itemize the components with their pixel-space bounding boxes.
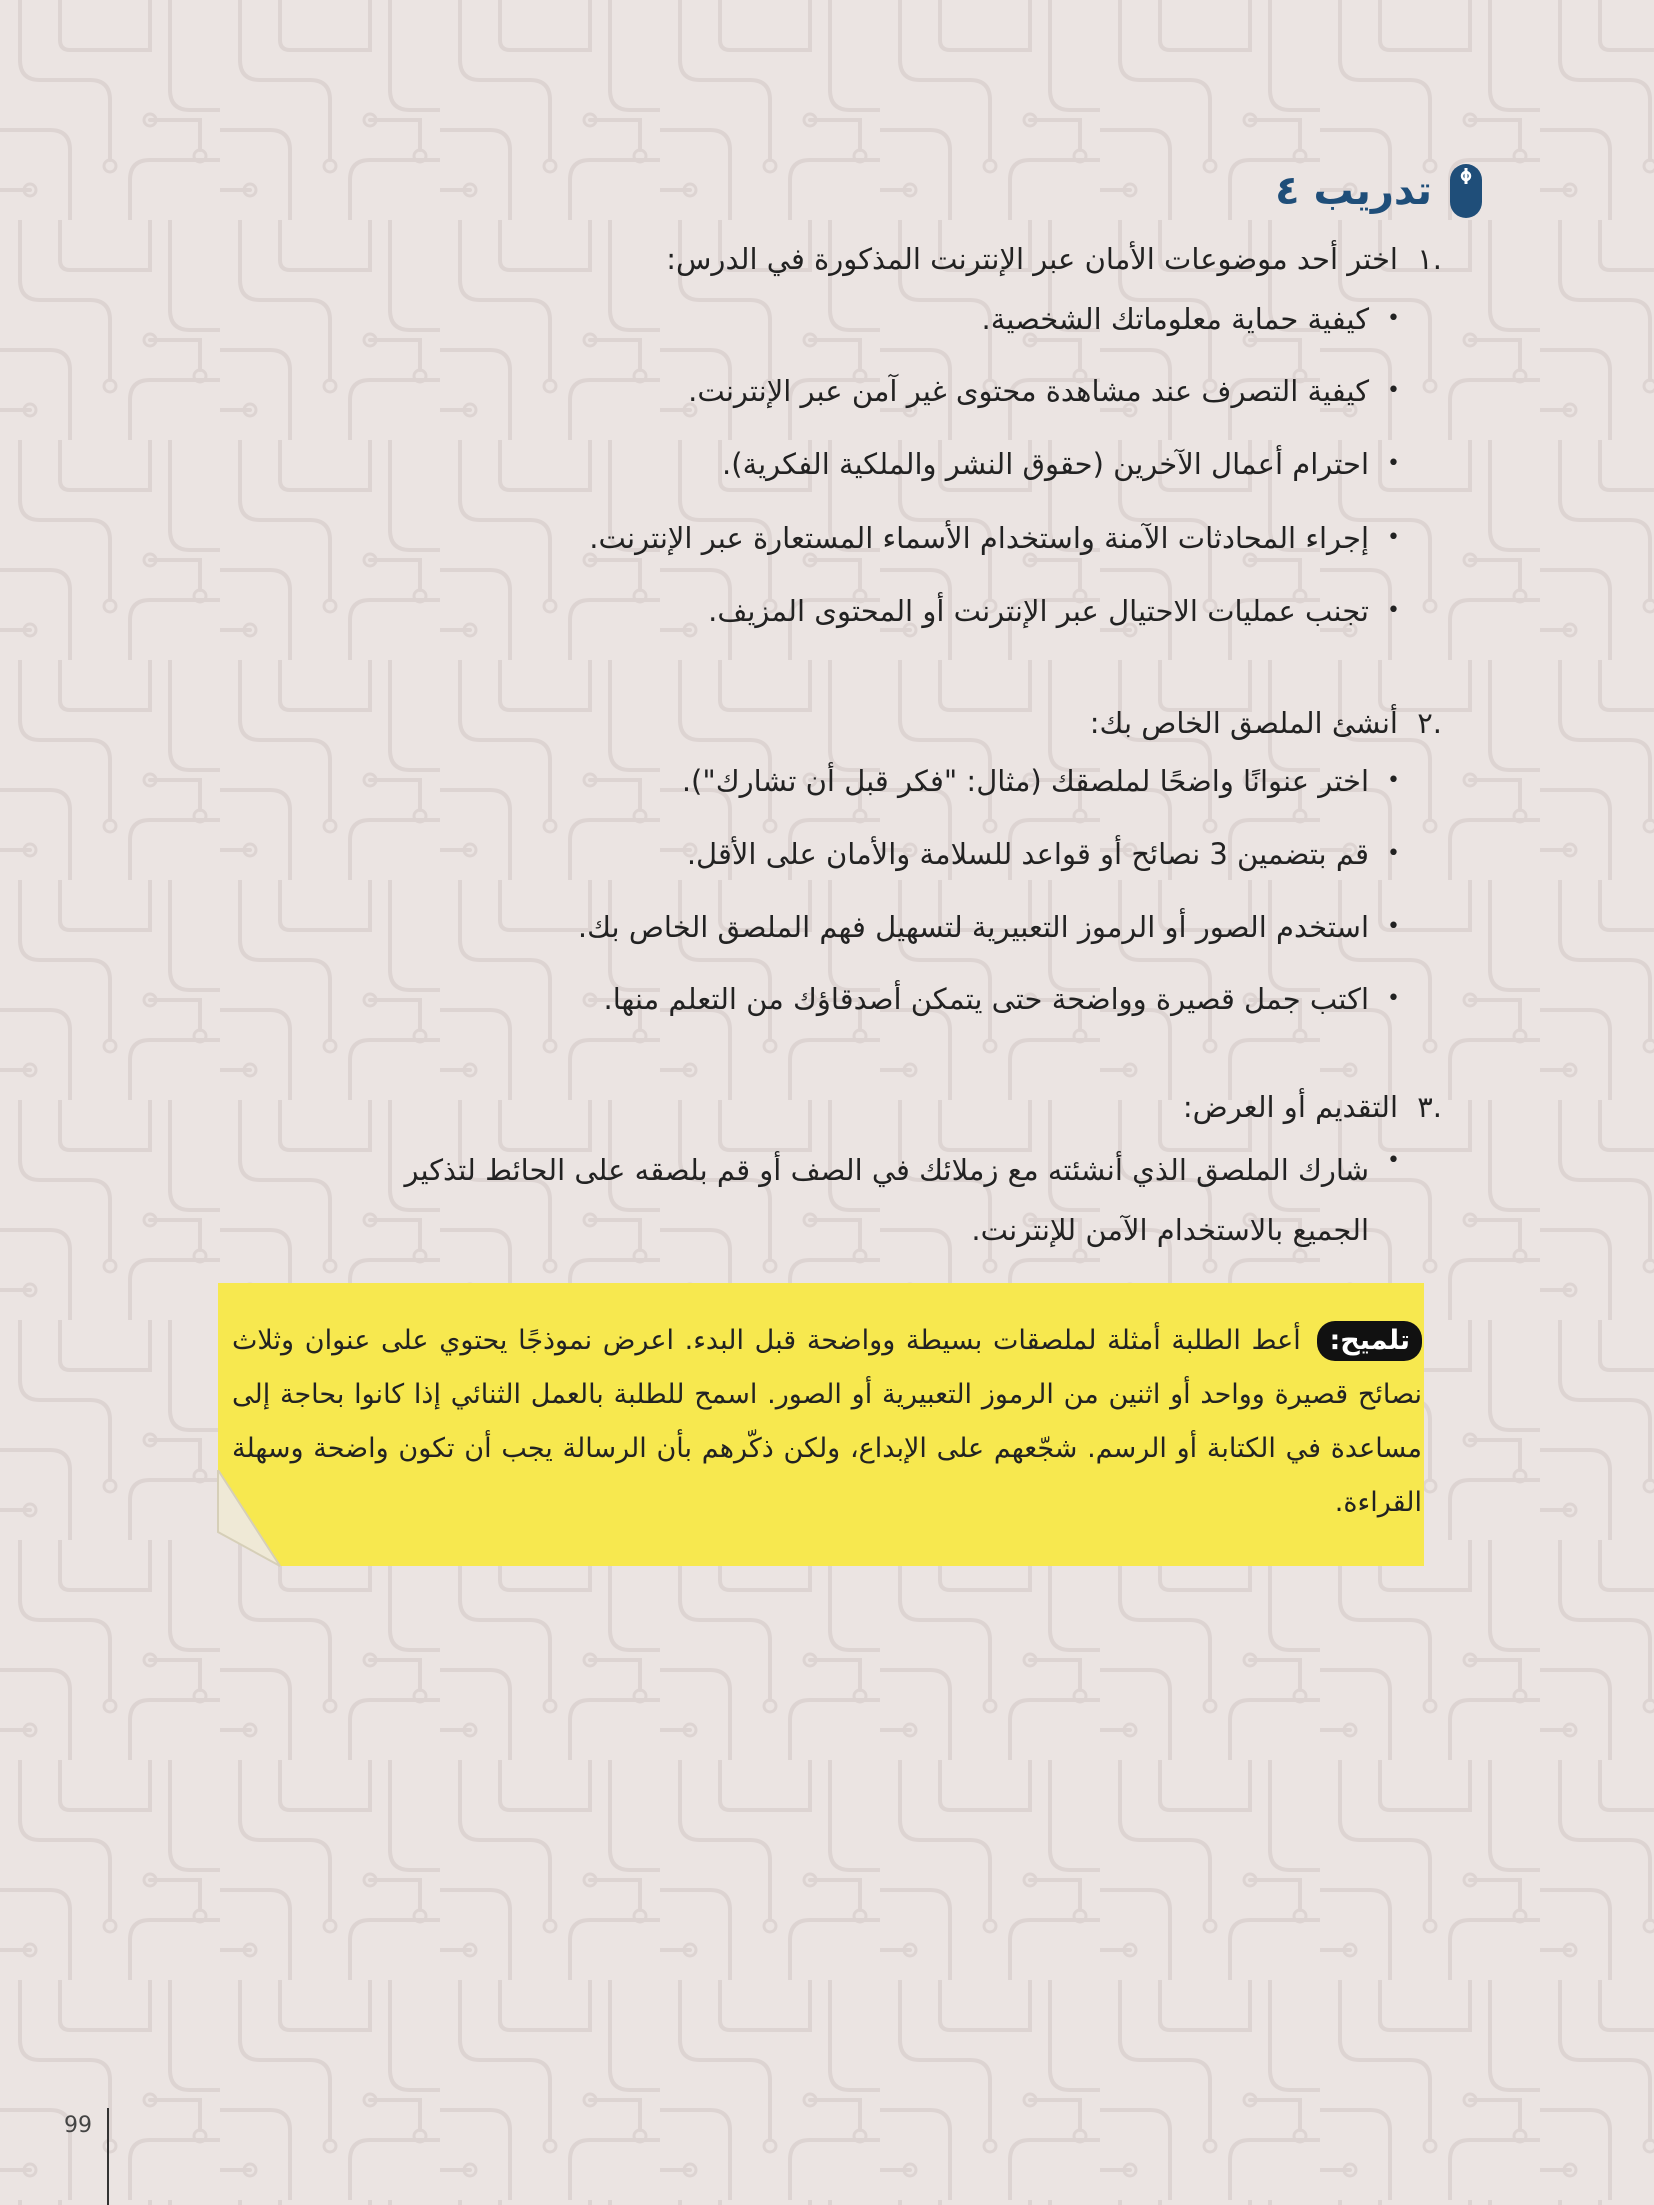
list-item: • استخدم الصور أو الرموز التعبيرية لتسهيل فهم الملصق الخاص بك. xyxy=(577,910,1400,944)
mouse-icon xyxy=(1448,162,1484,220)
list-item: • كيفية التصرف عند مشاهدة محتوى غير آمن عبر الإنترنت. xyxy=(688,374,1400,408)
exercise-title: تدريب ٤ xyxy=(1275,168,1432,214)
section-2-title: .٢ أنشئ الملصق الخاص بك: xyxy=(1089,706,1442,740)
list-item: • كيفية حماية معلوماتك الشخصية. xyxy=(981,302,1400,336)
page-number: 99 xyxy=(64,2113,92,2138)
section-3-title: .٣ التقديم أو العرض: xyxy=(1182,1090,1442,1124)
page-number-rule xyxy=(107,2108,109,2205)
list-item: • إجراء المحادثات الآمنة واستخدام الأسماء المستعارة عبر الإنترنت. xyxy=(589,521,1400,555)
list-item: • احترام أعمال الآخرين (حقوق النشر والملكية الفكرية). xyxy=(722,447,1400,481)
list-item: • اختر عنوانًا واضحًا لملصقك (مثال: "فكر قبل أن تشارك"). xyxy=(681,764,1400,798)
list-item: • شارك الملصق الذي أنشئته مع زملائك في الصف أو قم بلصقه على الحائط لتذكير الجميع بالاستخدام الآمن للإنترنت. xyxy=(404,1148,1400,1247)
exercise-heading xyxy=(1275,162,1484,220)
list-item: • اكتب جمل قصيرة وواضحة حتى يتمكن أصدقاؤك من التعلم منها. xyxy=(603,982,1400,1016)
list-item: • قم بتضمين 3 نصائح أو قواعد للسلامة والأمان على الأقل. xyxy=(686,837,1400,871)
section-1-title: .١ اختر أحد موضوعات الأمان عبر الإنترنت المذكورة في الدرس: xyxy=(666,242,1442,276)
hint-body: أعط الطلبة أمثلة لملصقات بسيطة وواضحة قبل البدء. اعرض نموذجًا يحتوي على عنوان وثلاث نصائح قصيرة وواحد أو اثنين من الرموز التعبيرية أو الصور. اسمح للطلبة بالعمل الثنائي إذا كانوا بحاجة إلى مساعدة في الكتابة أو الرسم. شجّعهم على الإبداع، ولكن ذكّرهم بأن الرسالة يجب أن تكون واضحة وسهلة القراءة. xyxy=(232,1325,1422,1518)
hint-label: تلميح: xyxy=(1317,1321,1422,1361)
list-item: • تجنب عمليات الاحتيال عبر الإنترنت أو المحتوى المزيف. xyxy=(708,594,1400,628)
hint-text-block xyxy=(232,1314,1422,1530)
